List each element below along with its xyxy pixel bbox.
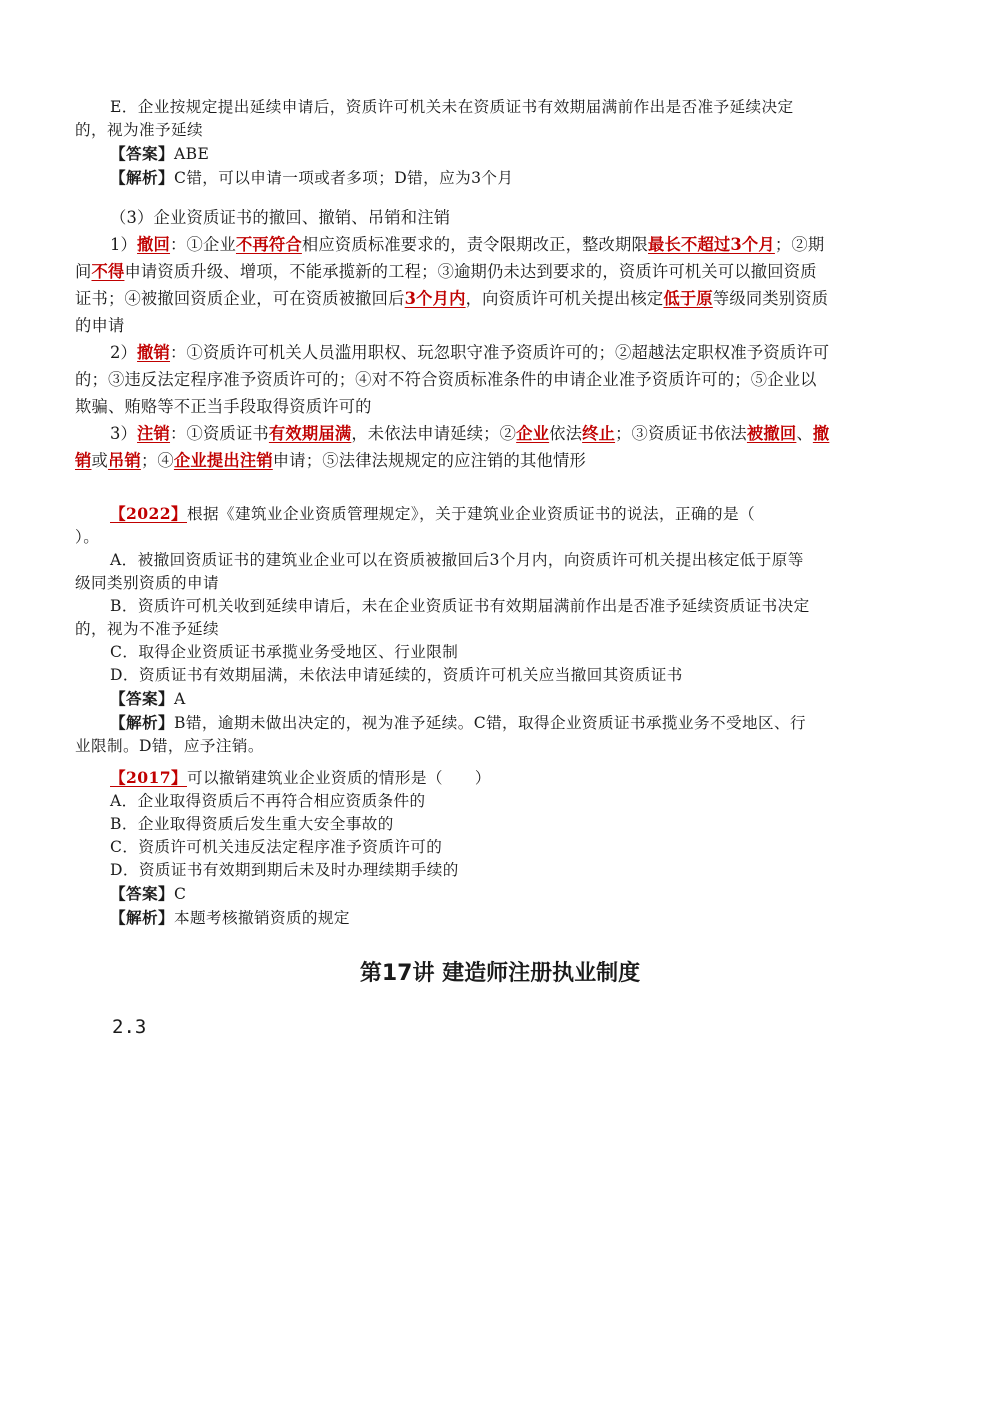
answer-label: 【答案】: [110, 689, 174, 708]
section3-heading: （3）企业资质证书的撤回、撤销、吊销和注销: [110, 208, 451, 227]
keyword: 企业提出注销: [173, 451, 273, 470]
question-2017-block: [75, 766, 925, 930]
text: 、: [796, 424, 813, 443]
item1-line1: [75, 231, 925, 258]
keyword: 不得: [91, 262, 125, 281]
text: ；④: [140, 451, 174, 470]
answer-value: A: [173, 690, 186, 708]
text: ；③资质证书依法: [615, 424, 747, 443]
answer-value: C: [173, 885, 187, 903]
analysis-label: 【解析】: [110, 908, 174, 927]
text: ：①资质证书: [170, 424, 269, 443]
keyword: 不再符合: [235, 235, 302, 254]
q2022-option-a: A．被撤回资质证书的建筑业企业可以在资质被撤回后3个月内，向资质许可机关提出核定低于原等: [110, 551, 804, 569]
section-number: 2.3: [112, 1016, 147, 1038]
analysis-line: [75, 166, 925, 190]
item2-line2: 的；③违反法定程序准予资质许可的；④对不符合资质标准条件的申请企业准予资质许可的；⑤企业以: [75, 370, 817, 389]
q2017-option-c: C．资质许可机关违反法定程序准予资质许可的: [110, 838, 443, 856]
keyword: 最长不超过3个月: [648, 235, 775, 254]
section3-block: [75, 204, 925, 474]
year-tag: 【2017】: [110, 768, 187, 787]
q2022-option-d: D．资质证书有效期届满，未依法申请延续的，资质许可机关应当撤回其资质证书: [110, 666, 683, 684]
text: 申请；⑤法律法规规定的应注销的其他情形: [272, 451, 586, 470]
q2022-analysis-line1: [75, 711, 925, 735]
item3-term: 注销: [137, 424, 171, 443]
answer-label: 【答案】: [110, 884, 174, 903]
text: 依法: [549, 424, 583, 443]
q2022-answer-line: [75, 687, 925, 711]
q2017-answer-line: [75, 882, 925, 906]
q2022-analysis-line2: 业限制。D错，应予注销。: [75, 737, 264, 755]
analysis-text: C错，可以申请一项或者多项；D错，应为3个月: [173, 169, 514, 187]
text: 相应资质标准要求的，责令限期改正，整改期限: [301, 235, 648, 254]
keyword: 有效期届满: [268, 424, 352, 443]
q2017-option-a: A．企业取得资质后不再符合相应资质条件的: [110, 792, 426, 810]
option-e-line2: 的，视为准予延续: [75, 121, 203, 139]
text: 间: [75, 262, 92, 281]
keyword: 低于原: [663, 289, 713, 308]
analysis-text: 本题考核撤销资质的规定: [173, 909, 350, 927]
option-e-line1: E．企业按规定提出延续申请后，资质许可机关未在资质证书有效期届满前作出是否准予延续决定: [110, 98, 794, 116]
item3-line2: [75, 447, 925, 474]
item1-line3: [75, 285, 925, 312]
answer-value: ABE: [173, 145, 210, 163]
q2017-option-d: D．资质证书有效期到期后未及时办理续期手续的: [110, 861, 459, 879]
stem-text: 可以撤销建筑业企业资质的情形是（ ）: [187, 769, 491, 787]
text: ，未依法申请延续；②: [351, 424, 517, 443]
keyword: 终止: [582, 424, 616, 443]
keyword: 销: [75, 451, 92, 470]
item1-prefix: 1）: [110, 235, 138, 254]
q2017-option-b: B．企业取得资质后发生重大安全事故的: [110, 815, 394, 833]
keyword: 吊销: [107, 451, 141, 470]
q2022-option-b-cont: 的，视为不准予延续: [75, 620, 219, 638]
question-2022-block: [75, 502, 925, 758]
answer-line: [75, 142, 925, 166]
item3-line1: [75, 420, 925, 447]
keyword: 被撤回: [746, 424, 797, 443]
item2-term: 撤销: [137, 343, 171, 362]
text: 证书；④被撤回资质企业，可在资质被撤回后: [75, 289, 405, 308]
text: 等级同类别资质: [712, 289, 829, 308]
text: 或: [91, 451, 108, 470]
text: ，向资质许可机关提出核定: [465, 289, 664, 308]
item2-line3: 欺骗、贿赂等不正当手段取得资质许可的: [75, 397, 372, 416]
text: ；②期: [774, 235, 825, 254]
lecture-title: 第17讲 建造师注册执业制度: [359, 961, 641, 986]
analysis-label: 【解析】: [110, 168, 174, 187]
q2022-option-c: C．取得企业资质证书承揽业务受地区、行业限制: [110, 643, 459, 661]
q2017-analysis-line: [75, 906, 925, 930]
item3-prefix: 3）: [110, 424, 138, 443]
item1-line4: 的申请: [75, 316, 125, 335]
q2022-stem-line1: [75, 502, 925, 526]
text: ：①企业: [170, 235, 236, 254]
stem-text: 根据《建筑业企业资质管理规定》，关于建筑业企业资质证书的说法，正确的是（: [187, 505, 755, 523]
item1-line2: [75, 258, 925, 285]
q2022-option-b: B．资质许可机关收到延续申请后，未在企业资质证书有效期届满前作出是否准予延续资质证书决定: [110, 597, 810, 615]
text: ：①资质许可机关人员滥用职权、玩忽职守准予资质许可的；②超越法定职权准予资质许可: [170, 343, 830, 362]
analysis-text: B错，逾期未做出决定的，视为准予延续。C错，取得企业资质证书承揽业务不受地区、行: [173, 714, 806, 732]
q2017-stem: [75, 766, 925, 790]
q2022-stem-line2: ）。: [75, 528, 100, 546]
prev-question-block: [75, 96, 925, 190]
keyword: 3个月内: [404, 289, 466, 308]
q2022-option-a-cont: 级同类别资质的申请: [75, 574, 219, 592]
keyword: 撤: [812, 424, 830, 443]
analysis-label: 【解析】: [110, 713, 174, 732]
keyword: 企业: [516, 424, 550, 443]
answer-label: 【答案】: [110, 144, 174, 163]
year-tag: 【2022】: [110, 504, 187, 523]
item2-line1: [75, 339, 925, 366]
item2-prefix: 2）: [110, 343, 138, 362]
text: 申请资质升级、增项，不能承揽新的工程；③逾期仍未达到要求的，资质许可机关可以撤回资质: [124, 262, 817, 281]
item1-term: 撤回: [137, 235, 171, 254]
